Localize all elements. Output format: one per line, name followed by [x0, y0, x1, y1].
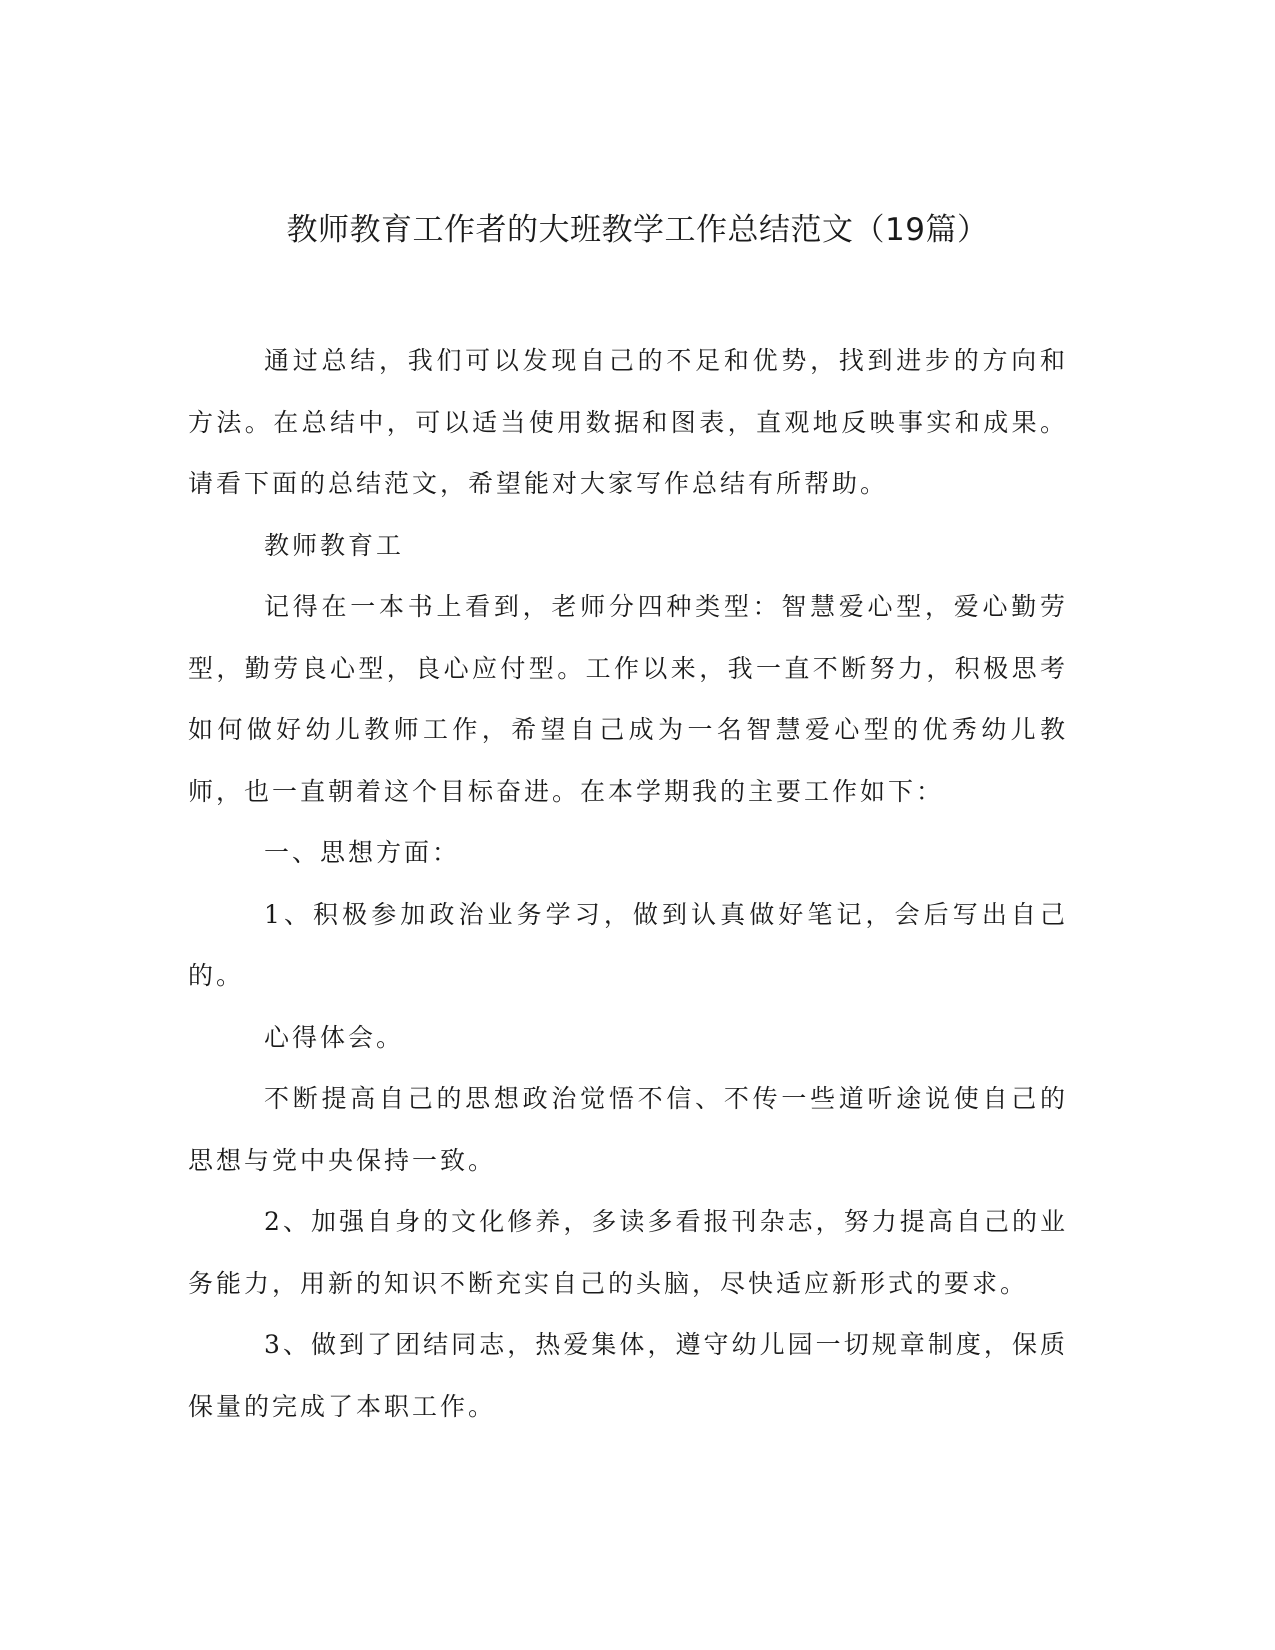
document-title: 教师教育工作者的大班教学工作总结范文（19篇） [286, 212, 989, 248]
paragraph-political-awareness: 不断提高自己的思想政治觉悟不信、不传一些道听途说使自己的思想与党中央保持一致。 [188, 1084, 1068, 1175]
paragraph-item-1: 1、积极参加政治业务学习，做到认真做好笔记，会后写出自己的。 [188, 899, 1068, 990]
paragraph-teacher-types: 记得在一本书上看到，老师分四种类型：智慧爱心型，爱心勤劳型，勤劳良心型，良心应付型。工作以来，我一直不断努力，积极思考如何做好幼儿教师工作，希望自己成为一名智慧爱心型的优秀幼儿教师，也一直朝着这个目标奋进。在本学期我的主要工作如下： [188, 592, 1068, 806]
paragraph-experience: 心得体会。 [264, 1022, 405, 1052]
paragraph-subtitle: 教师教育工 [264, 530, 405, 560]
paragraph-item-2: 2、加强自身的文化修养，多读多看报刊杂志，努力提高自己的业务能力，用新的知识不断充实自己的头脑，尽快适应新形式的要求。 [188, 1207, 1068, 1298]
section-heading-thought: 一、思想方面： [264, 838, 461, 867]
paragraph-intro: 通过总结，我们可以发现自己的不足和优势，找到进步的方向和方法。在总结中，可以适当使用数据和图表，直观地反映事实和成果。请看下面的总结范文，希望能对大家写作总结有所帮助。 [188, 346, 1068, 498]
document-body [188, 330, 1068, 1437]
paragraph-item-3: 3、做到了团结同志，热爱集体，遵守幼儿园一切规章制度，保质保量的完成了本职工作。 [188, 1330, 1068, 1421]
